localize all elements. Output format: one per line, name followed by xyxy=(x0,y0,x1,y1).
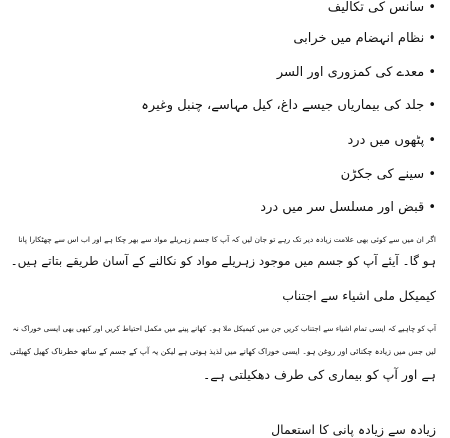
section-paragraph-line: ہے اور آپ کو بیماری کی طرف دھکیلتی ہے۔ xyxy=(202,367,436,382)
section-paragraph-line: آپ کو چاہیے کہ ایسی تمام اشیاء سے اجتناب کریں جن میں کیمیکل ملا ہو۔ کھانے پینے میں مکمل احتیاط کریں اور کبھی بھی ایسی خوراک نہ xyxy=(12,324,436,333)
symptom-item: • جلد کی بیماریاں جیسے داغ، کیل مہاسے، چنبل وغیرہ xyxy=(141,98,436,113)
symptom-item: • قبض اور مسلسل سر میں درد xyxy=(260,200,436,215)
symptom-item: • نظام انہضام میں خرابی xyxy=(293,31,436,46)
symptom-item: • معدے کی کمزوری اور السر xyxy=(276,65,436,80)
symptom-item: • پٹھوں میں درد xyxy=(347,133,436,148)
symptom-item: • سینے کی جکڑن xyxy=(340,167,436,182)
intro-paragraph-line: اگر ان میں سے کوئی بھی علامت زیادہ دیر تک رہے تو جان لیں کہ آپ کا جسم زہریلے مواد سے بھر چکا ہے اور اب اس سے چھٹکارا پانا xyxy=(18,235,436,244)
intro-paragraph-line: ہو گا۔ آیئے آپ کو جسم میں موجود زہریلے مواد کو نکالنے کے آسان طریقے بتاتے ہیں۔ xyxy=(10,254,436,268)
section-heading: زیادہ سے زیادہ پانی کا استعمال xyxy=(271,422,436,437)
section-paragraph-line: لیں جس میں زیادہ چکنائی اور روغن ہو۔ ایسی خوراک کھانے میں لذیذ ہوتی ہے لیکن یہ آپ کے جسم کے ساتھ خطرناک کھیل کھیلتی xyxy=(9,347,436,356)
section-heading: کیمیکل ملی اشیاء سے اجتناب xyxy=(282,288,436,303)
symptom-item: • سانس کی تکالیف xyxy=(327,0,436,15)
